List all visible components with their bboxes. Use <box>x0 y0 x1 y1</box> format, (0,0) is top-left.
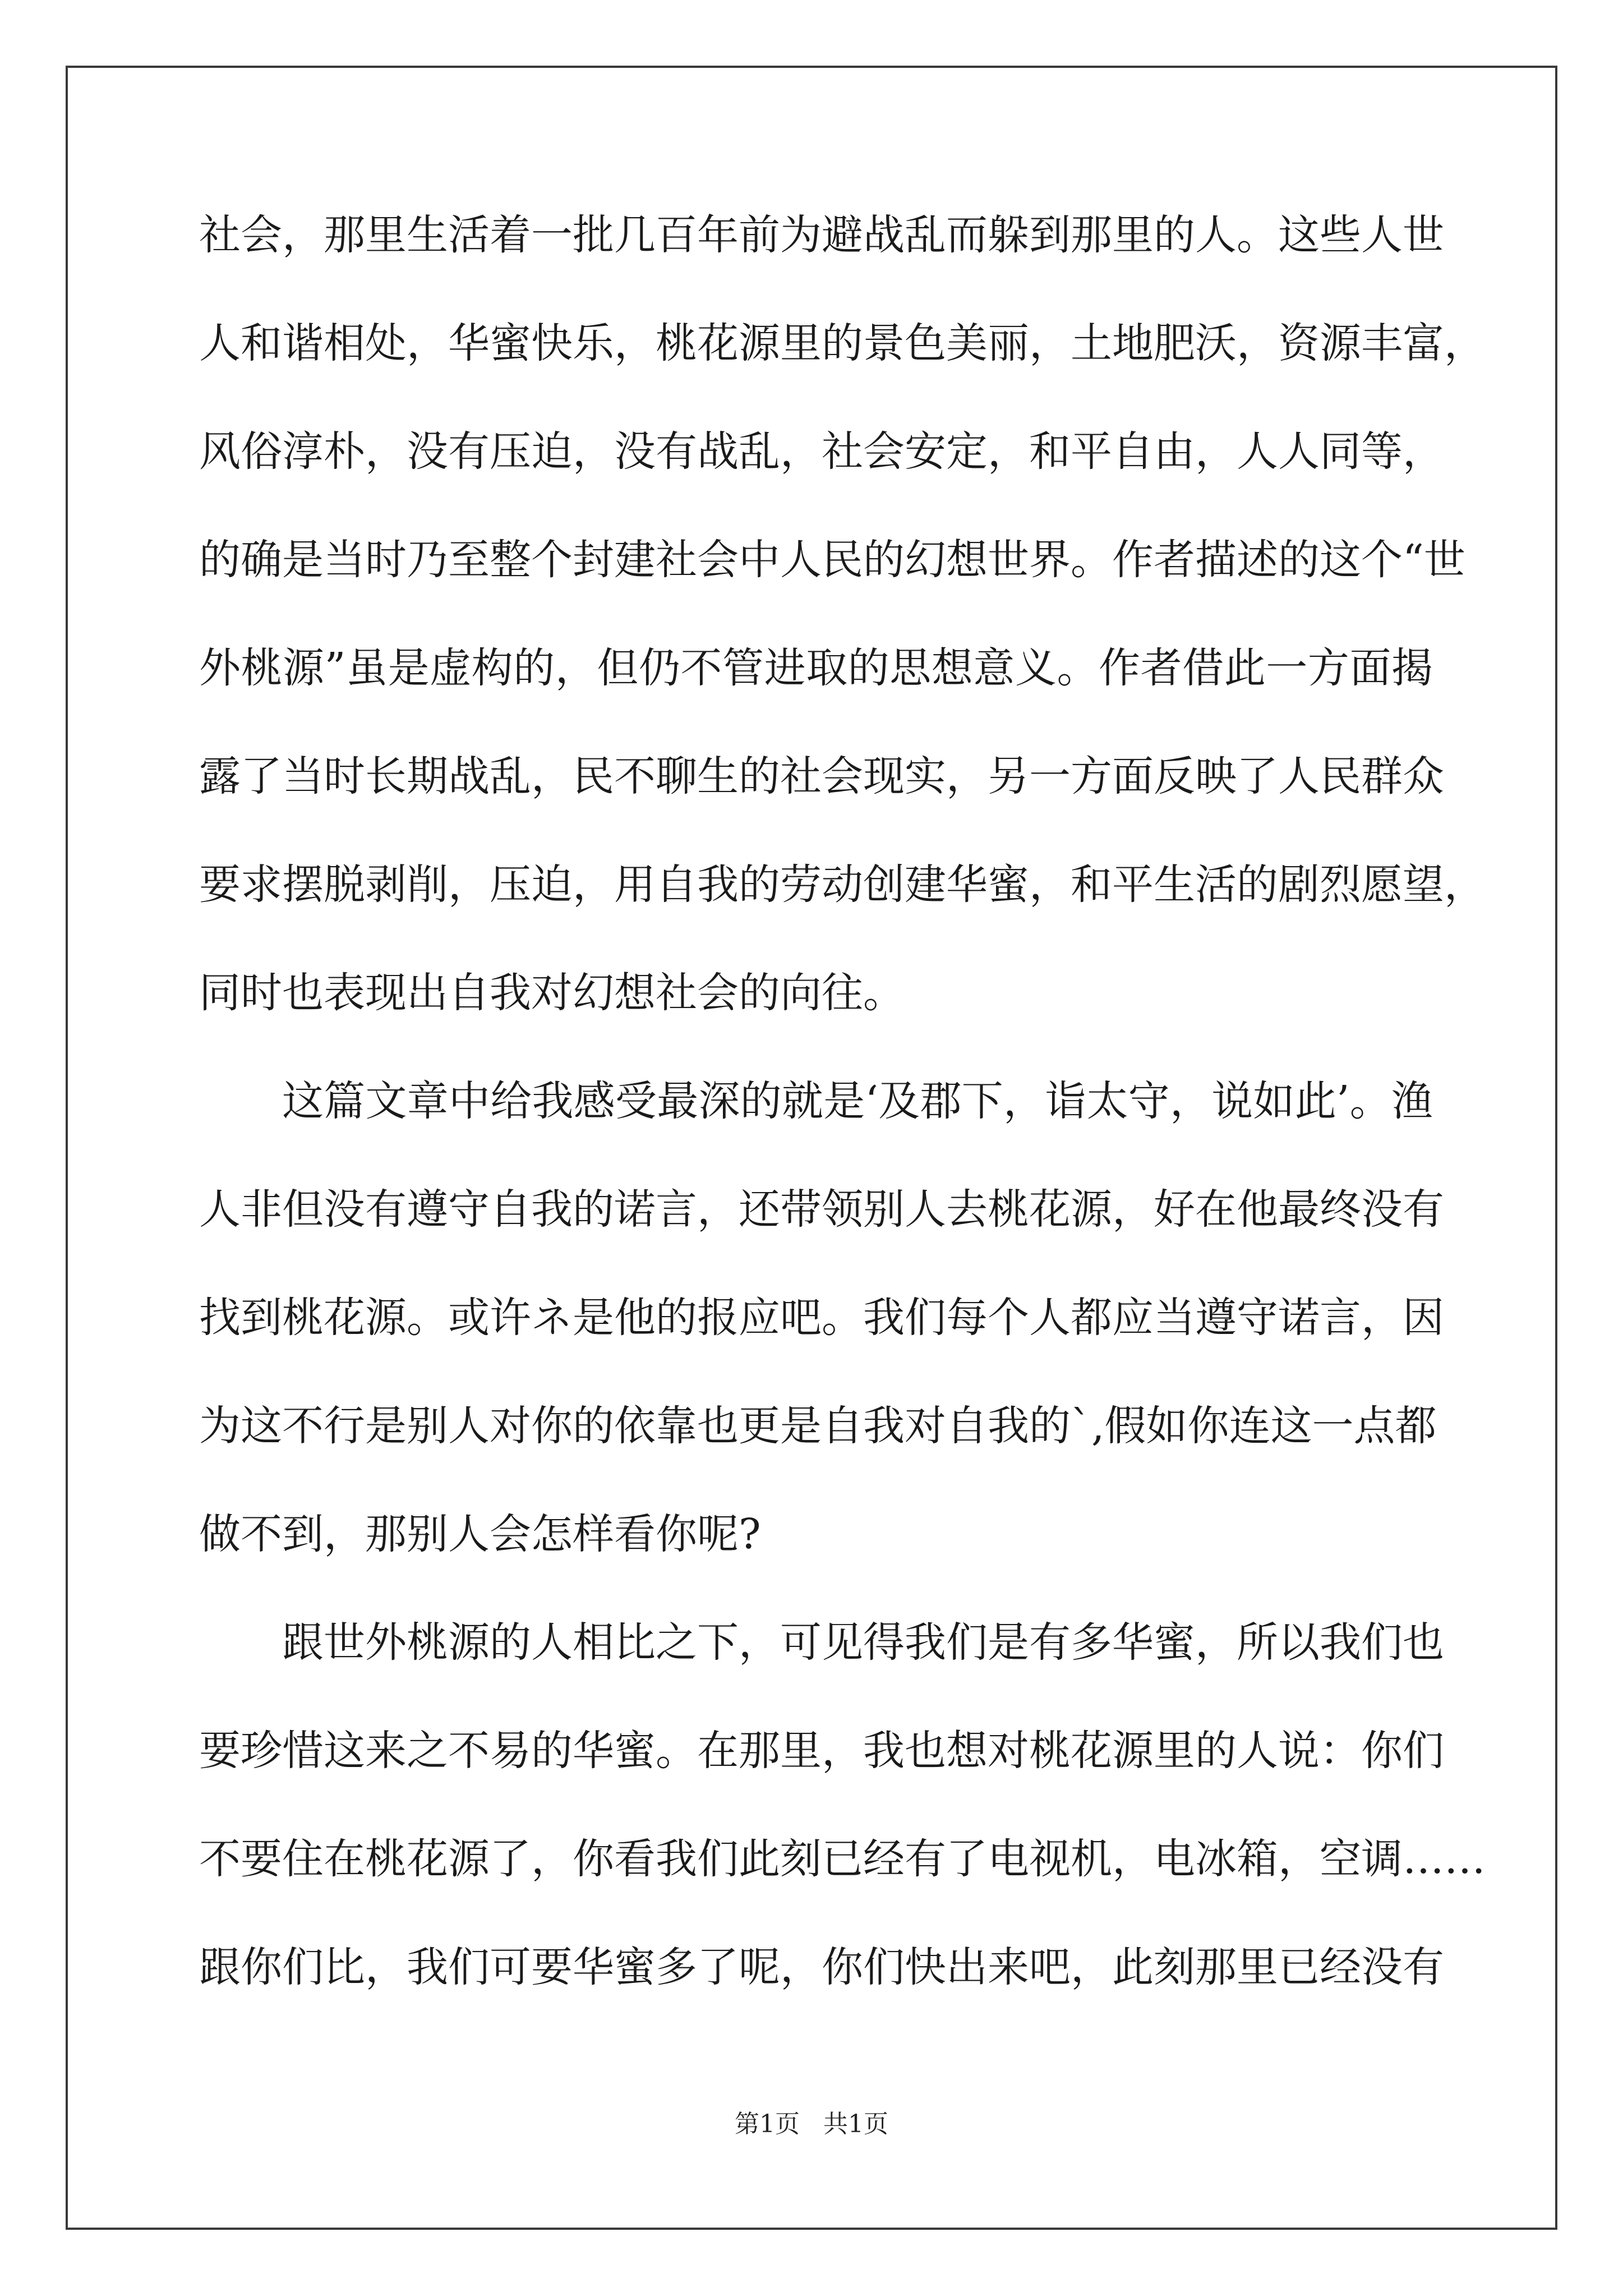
text-line-2: 人和谐相处，华蜜快乐，桃花源里的景色美丽，土地肥沃，资源丰富， <box>199 319 1486 367</box>
text-line-15: 要珍惜这来之不易的华蜜。在那里，我也想对桃花源里的人说：你们 <box>199 1727 1444 1775</box>
text-line-9: 这篇文章中给我感受最深的就是‘及郡下，诣太守，说如此’。渔 <box>282 1077 1433 1125</box>
text-line-17: 跟你们比，我们可要华蜜多了呢，你们快出来吧，此刻那里已经没有 <box>199 1943 1444 1991</box>
text-line-5: 外桃源”虽是虚构的，但仍不管进取的思想意义。作者借此一方面揭 <box>199 644 1433 692</box>
text-line-8: 同时也表现出自我对幻想社会的向往。 <box>199 969 905 1017</box>
page-number-footer: 第1页 共1页 <box>735 2110 888 2138</box>
text-line-3: 风俗淳朴，没有压迫，没有战乱，社会安定，和平自由，人人同等， <box>199 427 1444 476</box>
text-line-7: 要求摆脱剥削，压迫，用自我的劳动创建华蜜，和平生活的剧烈愿望， <box>199 861 1486 909</box>
text-line-1: 社会，那里生活着一批几百年前为避战乱而躲到那里的人。这些人世 <box>199 211 1444 259</box>
text-line-12: 为这不行是别人对你的依靠也更是自我对自我的`,假如你连这一点都 <box>199 1402 1437 1450</box>
text-line-4: 的确是当时乃至整个封建社会中人民的幻想世界。作者描述的这个“世 <box>199 536 1465 584</box>
text-line-14: 跟世外桃源的人相比之下，可见得我们是有多华蜜，所以我们也 <box>282 1618 1444 1667</box>
text-line-13: 做不到，那别人会怎样看你呢? <box>199 1510 761 1558</box>
text-line-16: 不要住在桃花源了，你看我们此刻已经有了电视机，电冰箱，空调…… <box>199 1835 1486 1883</box>
text-line-6: 露了当时长期战乱，民不聊生的社会现实，另一方面反映了人民群众 <box>199 752 1444 800</box>
page-border <box>66 66 1557 2230</box>
text-line-10: 人非但没有遵守自我的诺言，还带领别人去桃花源，好在他最终没有 <box>199 1185 1444 1234</box>
text-line-11: 找到桃花源。或许ネ是他的报应吧。我们每个人都应当遵守诺言，因 <box>199 1294 1444 1342</box>
